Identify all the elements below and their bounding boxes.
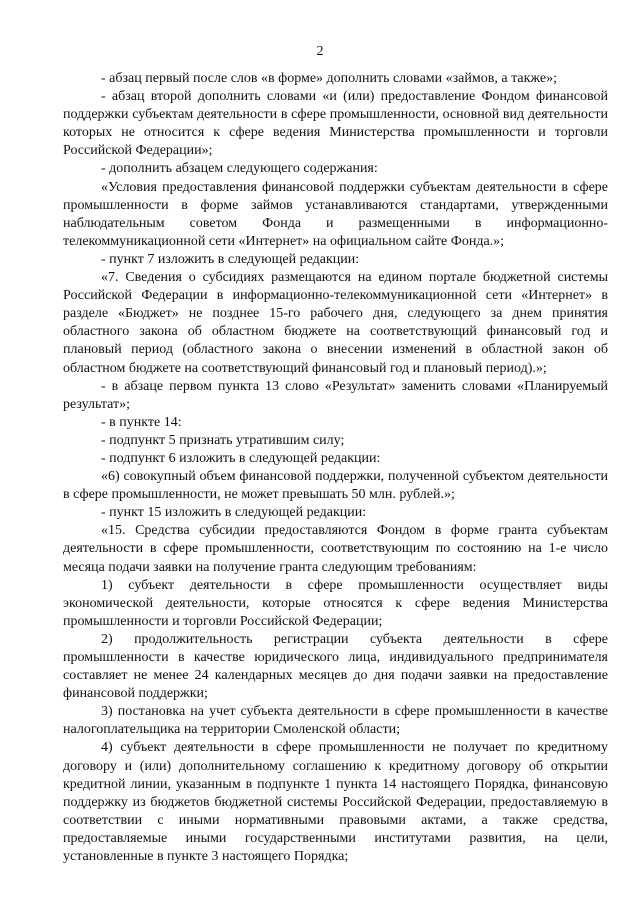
paragraph: 1) субъект деятельности в сфере промышленности осуществляет виды экономической деятельности, которые относятся к сфере ведения Министерства промышленности и торговли Российской Федерации;: [63, 577, 608, 629]
paragraph: - подпункт 6 изложить в следующей редакции:: [101, 450, 381, 466]
document-body: [63, 70, 608, 866]
paragraph: «Условия предоставления финансовой поддержки субъектам деятельности в сфере промышленности в форме займов устанавливаются стандартами, утвержденными наблюдательным советом Фонда и размещенными в информационно-телекоммуникационной сети «Интернет» на официальном сайте Фонда.»;: [63, 179, 608, 249]
paragraph: «15. Средства субсидии предоставляются Фондом в форме гранта субъектам деятельности в сфере промышленности, соответствующим по состоянию на 1-е число месяца подачи заявки на получение гранта следующим требованиям:: [63, 523, 608, 575]
paragraph: «7. Сведения о субсидиях размещаются на едином портале бюджетной системы Российской Федерации в информационно-телекоммуникационной сети «Интернет» в разделе «Бюджет» не позднее 15-го рабочего дня, следующего за днем принятия областного закона об областном бюджете на соответствующий финансовый год и плановый период (областного закона о внесении изменений в областной закон об областном бюджете на соответствующий финансовый год и плановый период).»;: [63, 270, 608, 376]
paragraph: - в абзаце первом пункта 13 слово «Результат» заменить словами «Планируемый результат»;: [63, 378, 608, 412]
paragraph: - пункт 15 изложить в следующей редакции:: [101, 505, 367, 521]
paragraph: «6) совокупный объем финансовой поддержки, полученной субъектом деятельности в сфере промышленности, не может превышать 50 млн. рублей.»;: [63, 469, 608, 503]
paragraph: 4) субъект деятельности в сфере промышленности не получает по кредитному договору и (или) дополнительному соглашению к кредитному договору об открытии кредитной линии, указанным в подпункте 1 пункта 14 настоящего Порядка, финансовую поддержку из бюджетов бюджетной системы Российской Федерации, предоставляемую в соответствии с иными нормативными правовыми актами, а также средства, предоставляемые иными государственными институтами развития, на цели, установленные в пункте 3 настоящего Порядка;: [63, 740, 608, 865]
paragraph: - абзац второй дополнить словами «и (или) предоставление Фондом финансовой поддержки субъектам деятельности в сфере промышленности, основной вид деятельности которых не относится к сфере ведения Министерства промышленности и торговли Российской Федерации»;: [63, 89, 608, 159]
paragraph: - дополнить абзацем следующего содержания:: [101, 161, 378, 177]
paragraph: - в пункте 14:: [101, 414, 182, 430]
paragraph: - подпункт 5 признать утратившим силу;: [101, 432, 345, 448]
paragraph: - пункт 7 изложить в следующей редакции:: [101, 251, 360, 267]
paragraph: - абзац первый после слов «в форме» дополнить словами «займов, а также»;: [101, 71, 557, 86]
paragraph: 2) продолжительность регистрации субъекта деятельности в сфере промышленности в качестве юридического лица, индивидуального предпринимателя составляет не менее 24 календарных месяцев до дня подачи заявки на предоставление финансовой поддержки;: [63, 631, 608, 702]
page-number: 2: [316, 44, 324, 59]
paragraph: 3) постановка на учет субъекта деятельности в сфере промышленности в качестве налогоплательщика на территории Смоленской области;: [63, 704, 608, 738]
